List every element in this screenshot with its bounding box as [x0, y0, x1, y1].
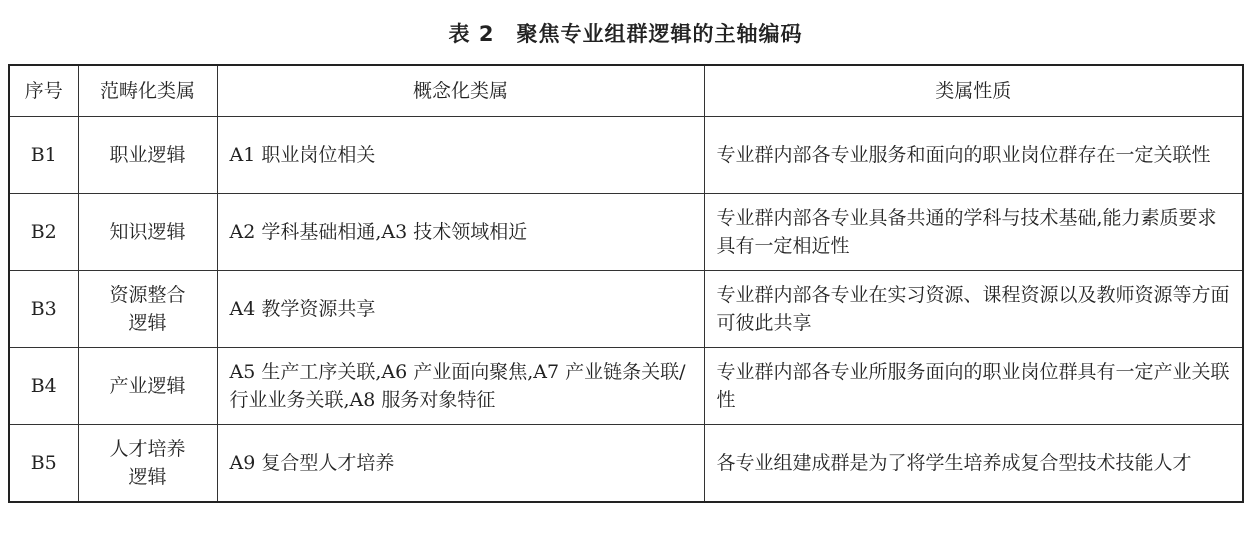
header-nature: 类属性质: [704, 65, 1243, 117]
row-category: 职业逻辑: [78, 117, 217, 194]
table-row: [9, 194, 1243, 271]
table-row: [9, 117, 1243, 194]
header-category: 范畴化类属: [78, 65, 217, 117]
row-concept: A1 职业岗位相关: [217, 117, 704, 194]
row-nature: 专业群内部各专业所服务面向的职业岗位群具有一定产业关联性: [704, 348, 1243, 425]
row-id: B1: [9, 117, 78, 194]
table-row: [9, 271, 1243, 348]
row-id: B2: [9, 194, 78, 271]
row-nature: 各专业组建成群是为了将学生培养成复合型技术技能人才: [704, 425, 1243, 503]
row-category: 资源整合逻辑: [78, 271, 217, 348]
axial-coding-table: [8, 64, 1244, 503]
row-category: 产业逻辑: [78, 348, 217, 425]
row-category: 知识逻辑: [78, 194, 217, 271]
row-category: 人才培养逻辑: [78, 425, 217, 503]
header-id: 序号: [9, 65, 78, 117]
table-row: [9, 425, 1243, 503]
row-concept: A5 生产工序关联,A6 产业面向聚焦,A7 产业链条关联/行业业务关联,A8 服务对象特征: [217, 348, 704, 425]
row-id: B4: [9, 348, 78, 425]
row-nature: 专业群内部各专业具备共通的学科与技术基础,能力素质要求具有一定相近性: [704, 194, 1243, 271]
table-row: [9, 348, 1243, 425]
row-nature: 专业群内部各专业服务和面向的职业岗位群存在一定关联性: [704, 117, 1243, 194]
row-concept: A9 复合型人才培养: [217, 425, 704, 503]
row-concept: A2 学科基础相通,A3 技术领域相近: [217, 194, 704, 271]
row-id: B5: [9, 425, 78, 503]
header-concept: 概念化类属: [217, 65, 704, 117]
table-caption: 表 2 聚焦专业组群逻辑的主轴编码: [448, 22, 803, 46]
row-concept: A4 教学资源共享: [217, 271, 704, 348]
row-nature: 专业群内部各专业在实习资源、课程资源以及教师资源等方面可彼此共享: [704, 271, 1243, 348]
row-id: B3: [9, 271, 78, 348]
header-row: [9, 65, 1243, 117]
